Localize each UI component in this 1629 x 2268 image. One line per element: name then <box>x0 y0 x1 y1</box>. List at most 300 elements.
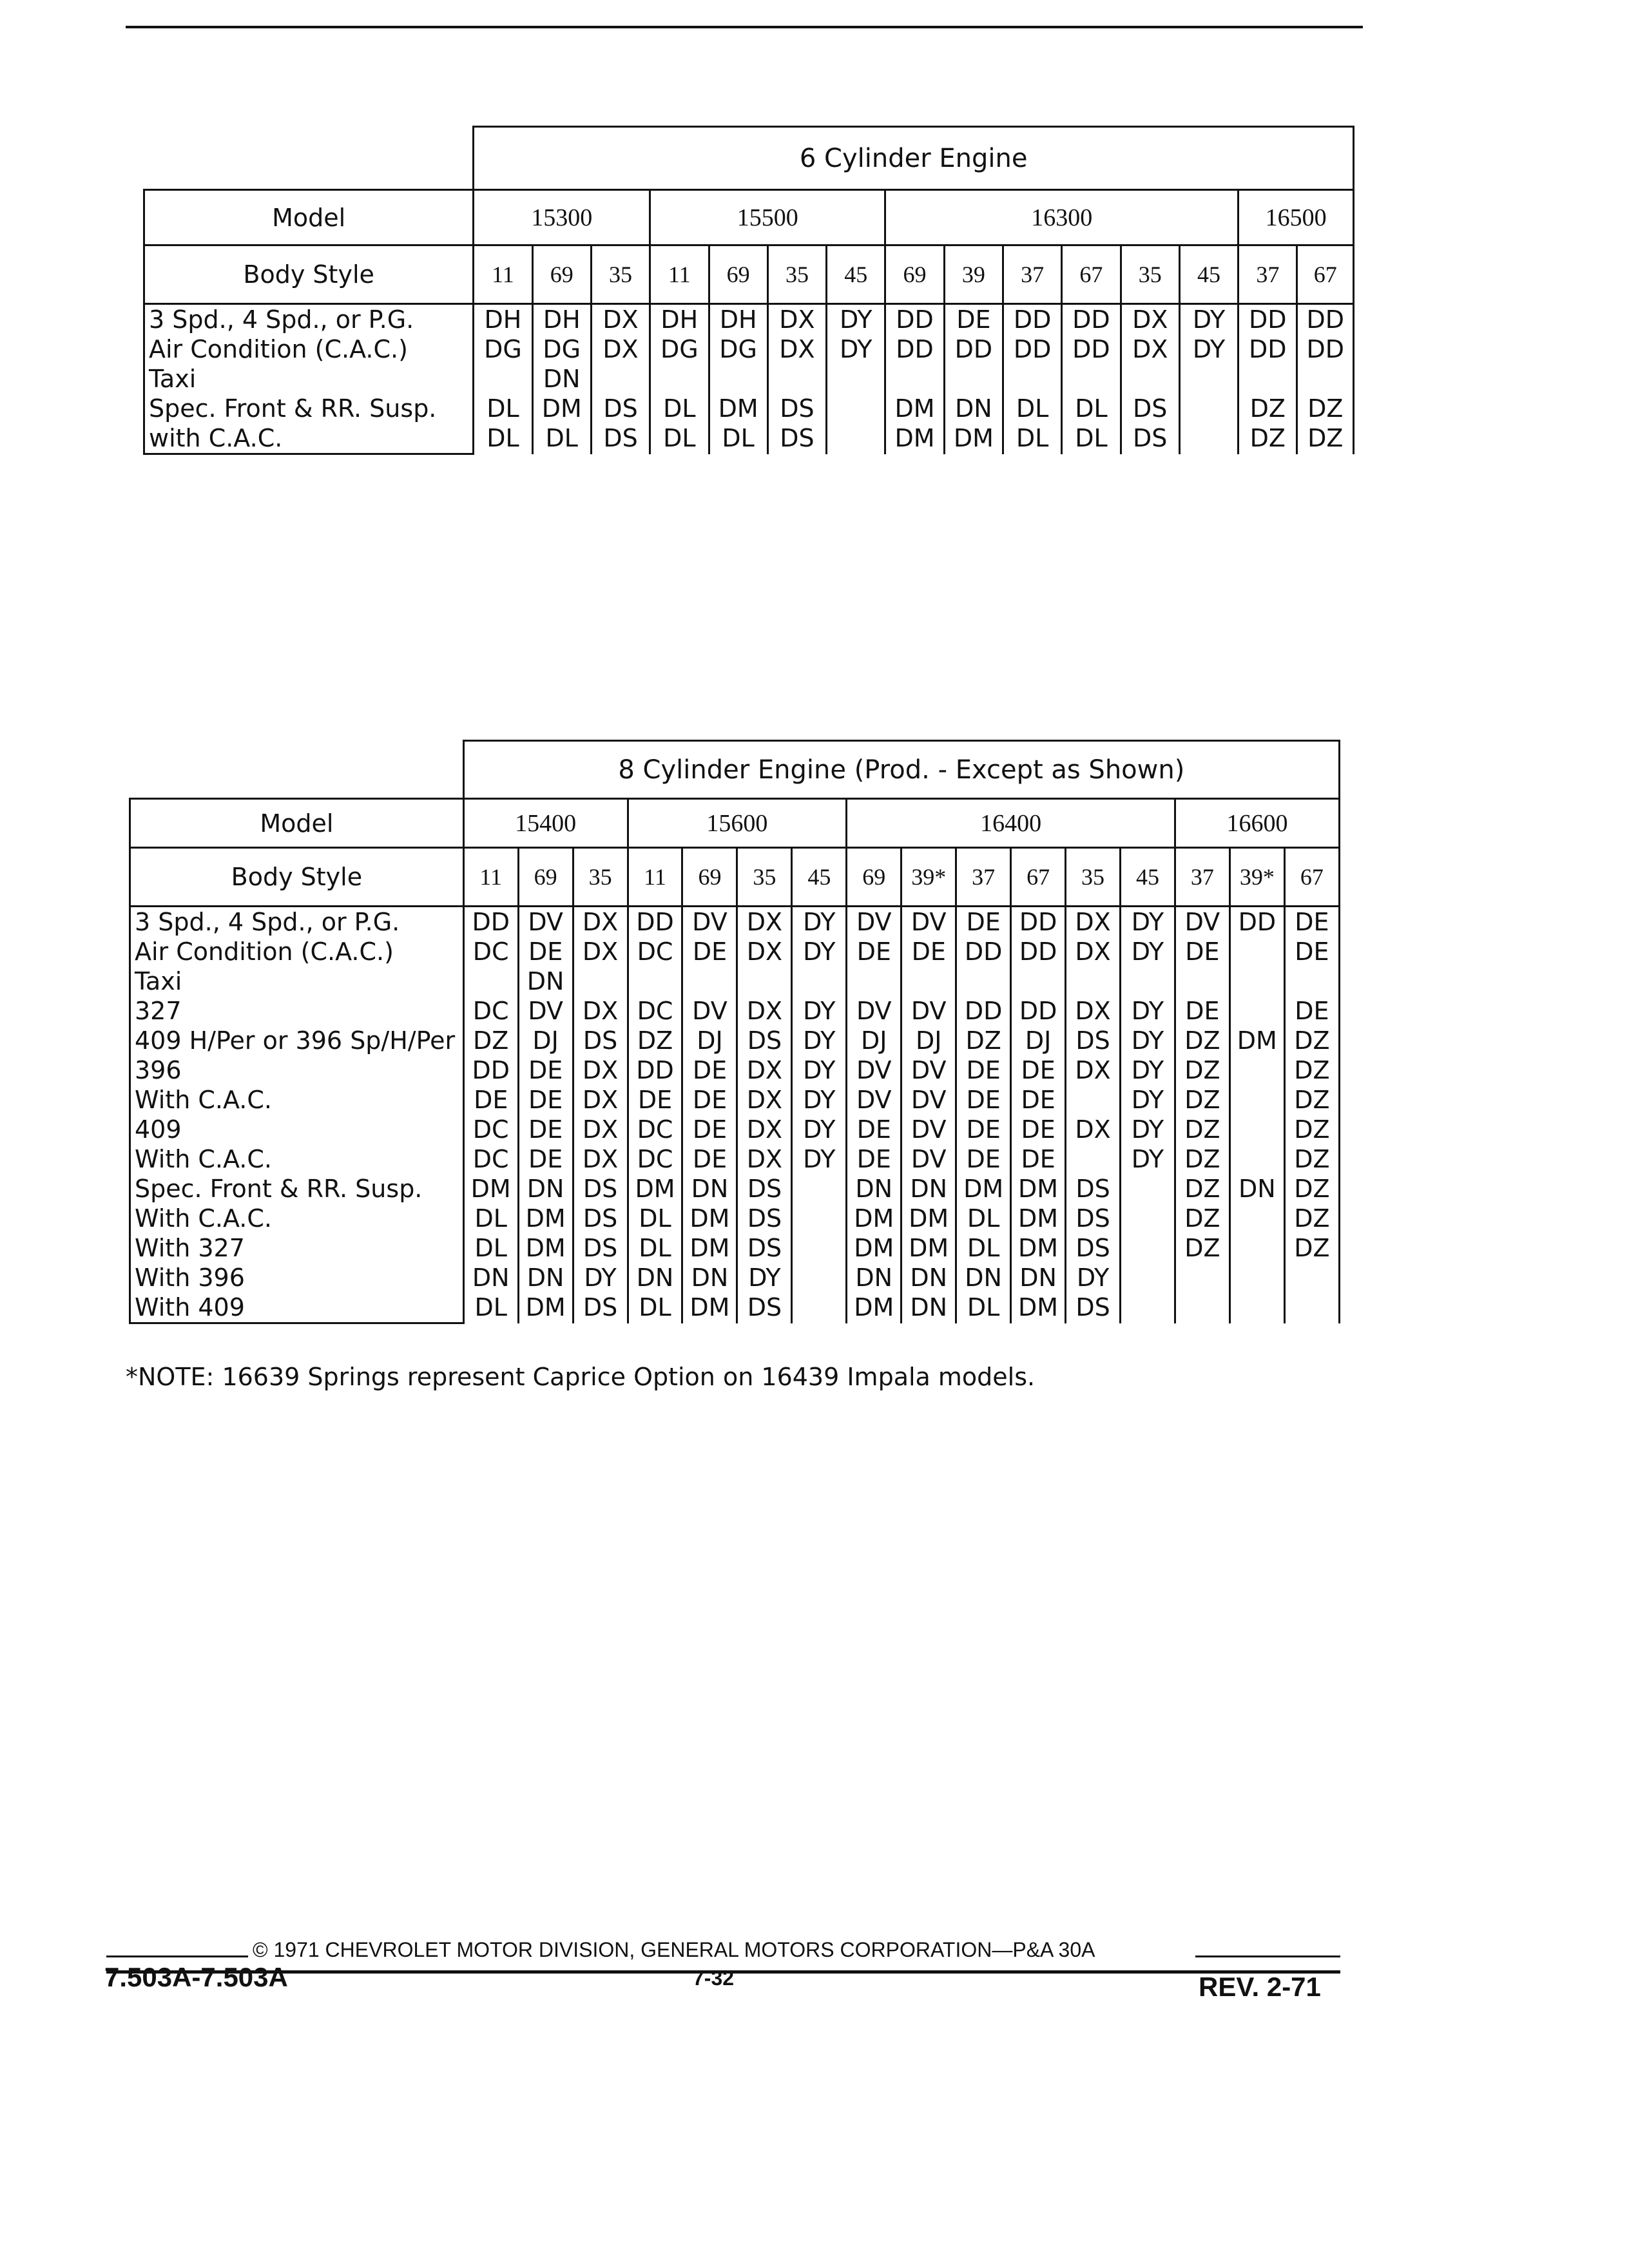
spring-code: DN <box>636 1264 674 1292</box>
spring-code <box>1066 966 1119 996</box>
spring-code: DS <box>1133 394 1168 423</box>
spring-code: DC <box>637 937 673 966</box>
row-label: With 409 <box>135 1293 245 1321</box>
spring-code: DM <box>963 1175 1004 1203</box>
spring-code <box>902 966 955 996</box>
spring-code: DZ <box>965 1026 1001 1055</box>
spring-code <box>1298 364 1353 394</box>
spring-code: DY <box>803 1056 836 1084</box>
spring-code: DE <box>1295 908 1329 936</box>
row-label: Air Condition (C.A.C.) <box>149 335 408 363</box>
spring-code-column <box>650 304 709 454</box>
spring-code <box>592 364 649 394</box>
spring-code: DL <box>639 1204 671 1233</box>
spring-code: DS <box>583 1234 618 1262</box>
spring-code <box>1231 1204 1284 1233</box>
spring-code: DE <box>856 937 891 966</box>
spring-code: DN <box>526 1175 564 1203</box>
spring-code <box>1286 1263 1338 1293</box>
spring-code: DM <box>525 1293 566 1321</box>
spring-code: DY <box>1076 1264 1110 1292</box>
spring-code: DV <box>856 1056 892 1084</box>
spring-code: DL <box>967 1293 1000 1321</box>
body-style-cell: 39 <box>944 245 1003 304</box>
spring-code <box>1231 1144 1284 1174</box>
spring-code: DS <box>583 1026 618 1055</box>
spring-code: DZ <box>1184 1145 1220 1173</box>
spring-code: DE <box>966 1145 1001 1173</box>
spring-code: DX <box>779 335 815 363</box>
spring-code: DE <box>474 1086 508 1114</box>
spring-code: DD <box>964 937 1003 966</box>
spring-code-column <box>1229 907 1284 1323</box>
row-labels <box>144 304 474 454</box>
spring-code: DE <box>966 1056 1001 1084</box>
body-style-cell: 11 <box>650 245 709 304</box>
spring-code: DN <box>910 1175 948 1203</box>
spring-code-column <box>1284 907 1339 1323</box>
row-label: With C.A.C. <box>135 1145 272 1173</box>
spring-code: DS <box>1075 1234 1110 1262</box>
spring-code-column <box>1120 907 1175 1323</box>
spring-code: DZ <box>1184 1234 1220 1262</box>
spring-code: DM <box>909 1204 949 1233</box>
spring-code: DM <box>1237 1026 1277 1055</box>
page-number: 7-32 <box>693 1966 735 1990</box>
spring-code: DD <box>472 1056 510 1084</box>
row-label: With 327 <box>135 1234 245 1262</box>
spring-code: DH <box>543 305 581 334</box>
row-label: 327 <box>135 997 182 1025</box>
row-label: 3 Spd., 4 Spd., or P.G. <box>149 305 414 334</box>
spring-code: DY <box>748 1264 781 1292</box>
spring-code: DZ <box>1307 394 1344 423</box>
spring-code: DZ <box>1249 394 1286 423</box>
body-style-cell: 35 <box>573 848 628 907</box>
spring-code: DY <box>1131 1086 1164 1114</box>
spring-code: DD <box>954 335 993 363</box>
body-style-cell: 37 <box>1003 245 1061 304</box>
spring-code: DX <box>1132 305 1168 334</box>
spring-code-column <box>901 907 956 1323</box>
model-cell: 15600 <box>628 799 847 848</box>
table-title: 8 Cylinder Engine (Prod. - Except as Shown) <box>463 741 1339 799</box>
spring-code: DZ <box>1184 1175 1220 1203</box>
spring-code: DD <box>1072 335 1110 363</box>
spring-code <box>1286 1293 1338 1322</box>
spring-code: DV <box>911 908 947 936</box>
spring-code: DE <box>1021 1056 1055 1084</box>
spring-code: DC <box>637 997 673 1025</box>
spring-code <box>1239 364 1296 394</box>
spring-code <box>793 1233 845 1263</box>
spring-code: DL <box>487 394 519 423</box>
spring-code <box>1004 364 1061 394</box>
spring-code-column <box>474 304 532 454</box>
body-style-cell: 45 <box>827 245 885 304</box>
spring-code-column <box>1179 304 1238 454</box>
revision-label: REV. 2-71 <box>1199 1972 1321 2002</box>
spring-code: DV <box>911 1115 947 1144</box>
spring-code: DS <box>747 1026 782 1055</box>
body-style-cell: 37 <box>1239 245 1297 304</box>
spring-code-column <box>573 907 628 1323</box>
spring-code <box>1231 1263 1284 1293</box>
spring-code: DN <box>954 394 992 423</box>
spring-code: DY <box>1192 335 1226 363</box>
spring-code-column <box>1121 304 1179 454</box>
spring-code: DE <box>528 937 563 966</box>
spring-code: DD <box>1072 305 1110 334</box>
spring-code: DX <box>1075 908 1111 936</box>
spring-code <box>1231 1233 1284 1263</box>
six-cylinder-table <box>143 126 1354 455</box>
spring-code: DM <box>1018 1234 1059 1262</box>
spring-code-column <box>682 907 737 1323</box>
spring-code: DE <box>637 1086 673 1114</box>
spring-code: DX <box>1075 997 1111 1025</box>
spring-code: DM <box>1018 1293 1059 1321</box>
spring-code: DL <box>639 1293 671 1321</box>
row-label: with C.A.C. <box>149 424 283 452</box>
body-style-label: Body Style <box>144 245 474 304</box>
spring-code: DE <box>692 1115 728 1144</box>
spring-code: DE <box>1021 1115 1055 1144</box>
spring-code: DE <box>528 1145 563 1173</box>
spring-code: DN <box>691 1175 729 1203</box>
spring-code: DN <box>910 1293 948 1321</box>
spring-code: DG <box>719 335 757 363</box>
spring-code: DM <box>854 1293 894 1321</box>
footer-rule-right <box>1195 1956 1340 1957</box>
model-cell: 15300 <box>474 190 650 245</box>
spring-code: DZ <box>1294 1056 1330 1084</box>
spring-code <box>574 966 627 996</box>
spring-code <box>1121 1293 1174 1322</box>
spring-code: DE <box>856 1115 891 1144</box>
spring-code: DS <box>583 1293 618 1321</box>
spring-code: DH <box>719 305 757 334</box>
spring-code: DX <box>746 1145 783 1173</box>
spring-code: DX <box>746 1056 783 1084</box>
spring-code: DD <box>896 305 934 334</box>
spring-code: DX <box>582 908 619 936</box>
spring-code: DN <box>1238 1175 1276 1203</box>
spring-code: DL <box>1075 394 1108 423</box>
spring-code <box>793 966 845 996</box>
spring-code: DE <box>528 1115 563 1144</box>
spring-code: DX <box>582 937 619 966</box>
spring-code: DE <box>692 1086 728 1114</box>
spring-code: DH <box>660 305 699 334</box>
spring-code: DX <box>1075 1115 1111 1144</box>
spring-code: DZ <box>1294 1086 1330 1114</box>
spring-code: DJ <box>861 1026 887 1055</box>
spring-code: DD <box>636 908 674 936</box>
body-style-cell: 11 <box>474 245 532 304</box>
spring-code: DE <box>1021 1086 1055 1114</box>
spring-code <box>1181 394 1237 423</box>
spring-code: DX <box>1075 1056 1111 1084</box>
spring-code <box>793 1204 845 1233</box>
spring-code <box>1122 364 1179 394</box>
spring-code: DV <box>528 908 563 936</box>
spring-code: DS <box>780 424 815 452</box>
spring-code-column <box>847 907 901 1323</box>
row-label: Taxi <box>135 967 182 995</box>
spring-code: DV <box>856 908 892 936</box>
spring-code: DY <box>1131 1115 1164 1144</box>
spring-code: DN <box>543 365 581 393</box>
spring-code: DS <box>747 1204 782 1233</box>
spring-code: DL <box>663 394 696 423</box>
spring-code: DE <box>956 305 991 334</box>
spring-code: DL <box>722 424 755 452</box>
spring-code: DZ <box>1294 1234 1330 1262</box>
spring-code-column <box>1011 907 1066 1323</box>
spring-code: DS <box>747 1293 782 1321</box>
row-labels <box>130 907 464 1323</box>
spring-code: DC <box>472 1145 509 1173</box>
body-style-cell: 39* <box>901 848 956 907</box>
spring-code: DL <box>474 1293 507 1321</box>
spring-code: DV <box>528 997 563 1025</box>
model-cell: 16600 <box>1175 799 1339 848</box>
spring-code: DV <box>911 997 947 1025</box>
spring-code: DM <box>953 424 994 452</box>
spring-code: DD <box>1019 997 1057 1025</box>
spring-code: DM <box>894 394 935 423</box>
spring-code: DM <box>689 1293 730 1321</box>
model-cell: 16300 <box>885 190 1239 245</box>
spring-code: DV <box>911 1056 947 1084</box>
spring-code-column <box>532 304 591 454</box>
body-style-cell: 69 <box>885 245 944 304</box>
spring-code: DZ <box>1294 1145 1330 1173</box>
spring-code: DL <box>474 1204 507 1233</box>
spring-code: DZ <box>637 1026 673 1055</box>
spring-code-column <box>1175 907 1229 1323</box>
spring-code: DL <box>487 424 519 452</box>
spring-code: DV <box>911 1145 947 1173</box>
spring-code: DS <box>747 1234 782 1262</box>
spring-code: DZ <box>1184 1026 1220 1055</box>
spring-code: DZ <box>473 1026 509 1055</box>
spring-code-column <box>767 304 826 454</box>
eight-cylinder-table <box>129 740 1340 1324</box>
spring-code: DS <box>1133 424 1168 452</box>
spring-code: DX <box>582 1145 619 1173</box>
spring-code <box>1231 966 1284 996</box>
spring-code: DM <box>718 394 758 423</box>
body-style-cell: 69 <box>847 848 901 907</box>
body-style-cell: 45 <box>1179 245 1238 304</box>
spring-code: DE <box>692 1056 728 1084</box>
spring-code: DE <box>528 1086 563 1114</box>
spring-code: DM <box>470 1175 511 1203</box>
row-label: 409 <box>135 1115 182 1144</box>
spring-code <box>793 1293 845 1322</box>
top-rule <box>126 26 1363 28</box>
spring-code: DN <box>472 1264 510 1292</box>
spring-code <box>1121 1263 1174 1293</box>
spring-code-column <box>628 907 682 1323</box>
spring-code: DM <box>635 1175 675 1203</box>
spring-code: DY <box>803 1115 836 1144</box>
spring-code: DD <box>1238 908 1277 936</box>
spring-code <box>1231 937 1284 966</box>
spring-code: DX <box>746 908 783 936</box>
body-style-cell: 37 <box>956 848 1011 907</box>
spring-code: DX <box>746 1115 783 1144</box>
spring-code: DZ <box>1184 1086 1220 1114</box>
spring-code: DZ <box>1294 1175 1330 1203</box>
spring-code <box>1063 364 1119 394</box>
spring-code <box>683 966 736 996</box>
spring-code <box>1121 1204 1174 1233</box>
model-cell: 15500 <box>650 190 885 245</box>
spring-code: DL <box>1016 394 1049 423</box>
body-style-cell: 69 <box>682 848 737 907</box>
spring-code <box>1176 966 1229 996</box>
spring-code: DD <box>1306 335 1344 363</box>
spring-code <box>1231 1115 1284 1144</box>
spring-code: DV <box>911 1086 947 1114</box>
spring-code <box>1176 1293 1229 1322</box>
spring-code: DJ <box>697 1026 723 1055</box>
spring-code: DX <box>582 1115 619 1144</box>
spring-code: DJ <box>532 1026 559 1055</box>
spring-code-column <box>885 304 944 454</box>
spring-code: DY <box>803 1086 836 1114</box>
spring-code: DM <box>689 1204 730 1233</box>
spring-code: DY <box>803 1026 836 1055</box>
spring-code: DM <box>854 1204 894 1233</box>
spring-code: DL <box>967 1204 1000 1233</box>
spring-code <box>1231 1055 1284 1085</box>
spring-code <box>1181 423 1237 453</box>
spring-code: DS <box>1075 1204 1110 1233</box>
body-style-cell: 37 <box>1175 848 1229 907</box>
spring-code <box>847 966 900 996</box>
spring-code: DE <box>1021 1145 1055 1173</box>
spring-code: DH <box>484 305 522 334</box>
spring-code <box>710 364 767 394</box>
spring-code: DM <box>1018 1204 1059 1233</box>
spring-code <box>1231 1293 1284 1322</box>
spring-code: DY <box>803 908 836 936</box>
body-style-cell: 35 <box>1066 848 1121 907</box>
spring-code <box>1121 1233 1174 1263</box>
row-label: Air Condition (C.A.C.) <box>135 937 394 966</box>
table-title: 6 Cylinder Engine <box>474 127 1354 190</box>
spring-code-column <box>792 907 847 1323</box>
spring-code <box>1066 1085 1119 1115</box>
spring-code: DS <box>1075 1293 1110 1321</box>
body-style-cell: 69 <box>709 245 767 304</box>
spring-code: DX <box>602 305 639 334</box>
spring-code: DX <box>582 997 619 1025</box>
spring-code: DD <box>1249 305 1287 334</box>
spring-code: DN <box>855 1175 893 1203</box>
spring-code: DL <box>474 1234 507 1262</box>
spring-code <box>1012 966 1065 996</box>
spring-code: DS <box>1075 1026 1110 1055</box>
spring-code-column <box>944 304 1003 454</box>
body-style-cell: 11 <box>463 848 518 907</box>
spring-code: DM <box>894 424 935 452</box>
body-style-cell: 67 <box>1011 848 1066 907</box>
spring-code: DC <box>472 1115 509 1144</box>
spring-code: DE <box>1185 997 1220 1025</box>
spring-code: DX <box>602 335 639 363</box>
row-label: 396 <box>135 1056 182 1084</box>
spring-code <box>1231 1085 1284 1115</box>
body-style-cell: 67 <box>1062 245 1121 304</box>
body-style-cell: 35 <box>767 245 826 304</box>
row-label: Taxi <box>149 365 197 393</box>
spring-code: DE <box>966 1086 1001 1114</box>
body-style-cell: 11 <box>628 848 682 907</box>
spring-code: DX <box>1132 335 1168 363</box>
spring-code: DY <box>1131 1145 1164 1173</box>
copyright-line: © 1971 CHEVROLET MOTOR DIVISION, GENERAL MOTORS CORPORATION—P&A 30A <box>253 1938 1095 1961</box>
row-label: With C.A.C. <box>135 1204 272 1233</box>
spring-code: DG <box>484 335 522 363</box>
spring-code: DE <box>1295 937 1329 966</box>
spring-code: DY <box>803 1145 836 1173</box>
spring-code: DS <box>583 1175 618 1203</box>
spring-code: DN <box>1019 1264 1057 1292</box>
spring-code: DV <box>692 997 728 1025</box>
spring-code: DV <box>1184 908 1220 936</box>
spring-code <box>1176 1263 1229 1293</box>
spring-code: DV <box>856 1086 892 1114</box>
body-style-cell: 45 <box>792 848 847 907</box>
footer-rule-left <box>106 1956 248 1957</box>
spring-code: DM <box>909 1234 949 1262</box>
spring-code: DY <box>1131 997 1164 1025</box>
spring-code: DZ <box>1307 424 1344 452</box>
spring-code <box>651 364 708 394</box>
spring-code <box>738 966 791 996</box>
model-label: Model <box>144 190 474 245</box>
spring-code: DY <box>1192 305 1226 334</box>
spring-code: DC <box>472 937 509 966</box>
spring-code: DZ <box>1294 1026 1330 1055</box>
spring-code <box>793 1174 845 1204</box>
spring-code-column <box>1066 907 1121 1323</box>
body-style-cell: 67 <box>1284 848 1339 907</box>
spring-code: DE <box>1185 937 1220 966</box>
footnote: *NOTE: 16639 Springs represent Caprice Option on 16439 Impala models. <box>126 1363 1036 1391</box>
spring-code: DX <box>746 937 783 966</box>
spring-code: DG <box>543 335 581 363</box>
spring-code: DE <box>528 1056 563 1084</box>
spring-code: DS <box>603 394 638 423</box>
spring-code: DD <box>1306 305 1344 334</box>
spring-code: DN <box>526 967 564 995</box>
spring-code: DD <box>1019 908 1057 936</box>
row-label: Spec. Front & RR. Susp. <box>149 394 437 423</box>
spring-code: DJ <box>1025 1026 1052 1055</box>
spring-code <box>465 966 517 996</box>
spring-code: DY <box>1131 1056 1164 1084</box>
spring-code <box>769 364 825 394</box>
spring-code: DZ <box>1294 1115 1330 1144</box>
spring-code: DY <box>840 305 872 334</box>
spring-code-column <box>1297 304 1354 454</box>
